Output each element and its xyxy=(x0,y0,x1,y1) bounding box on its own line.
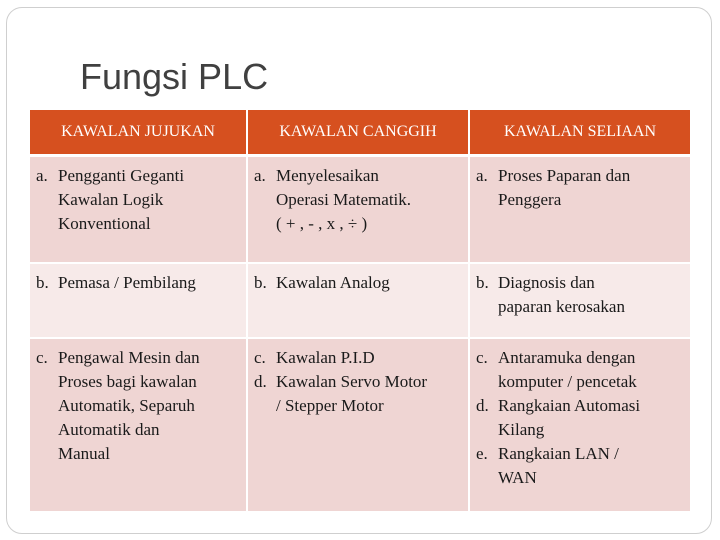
text-line: Proses bagi kawalan xyxy=(58,372,197,391)
text-line: Kilang xyxy=(498,420,545,439)
list-text xyxy=(498,394,684,442)
text-line: Antaramuka dengan xyxy=(498,348,636,367)
list-marker: a. xyxy=(476,166,488,185)
text-line: Diagnosis dan xyxy=(498,273,595,292)
plc-function-table xyxy=(30,110,690,513)
list-marker: a. xyxy=(254,166,266,185)
text-line: Penggera xyxy=(498,190,562,209)
list-marker: b. xyxy=(254,273,267,292)
table-row xyxy=(30,263,690,338)
text-line: Pengawal Mesin dan xyxy=(58,348,200,367)
text-line: komputer / pencetak xyxy=(498,372,637,391)
text-line: Automatik, Separuh xyxy=(58,396,195,415)
list-item xyxy=(476,394,684,442)
list-item xyxy=(36,346,240,466)
list-marker: e. xyxy=(476,444,488,463)
list-text xyxy=(58,346,240,466)
list-item xyxy=(254,370,462,418)
list-item xyxy=(254,346,462,370)
list-text xyxy=(498,164,684,212)
text-line: Operasi Matematik. xyxy=(276,190,412,209)
header-kawalan-seliaan: KAWALAN SELIAAN xyxy=(469,110,690,156)
text-line: Kawalan P.I.D xyxy=(276,348,375,367)
list-text xyxy=(498,271,684,319)
table-cell xyxy=(30,156,247,264)
text-line: Kawalan Servo Motor xyxy=(276,372,428,391)
list-marker: d. xyxy=(254,372,267,391)
list-marker: c. xyxy=(476,348,488,367)
text-line: Manual xyxy=(58,444,110,463)
table-cell xyxy=(247,263,469,338)
table-cell xyxy=(469,338,690,512)
text-line: Pemasa / Pembilang xyxy=(58,273,196,292)
list-item xyxy=(476,164,684,212)
header-kawalan-jujukan: KAWALAN JUJUKAN xyxy=(30,110,247,156)
table-row xyxy=(30,156,690,264)
text-line: Pengganti Geganti xyxy=(58,166,185,185)
table-cell xyxy=(469,263,690,338)
table-cell xyxy=(469,156,690,264)
list-item xyxy=(254,164,462,236)
list-text xyxy=(58,164,240,236)
list-text xyxy=(276,370,462,418)
list-item xyxy=(36,164,240,236)
text-line: Menyelesaikan xyxy=(276,166,379,185)
list-marker: d. xyxy=(476,396,489,415)
table-cell xyxy=(247,156,469,264)
list-item xyxy=(476,271,684,319)
list-marker: c. xyxy=(254,348,266,367)
list-marker: a. xyxy=(36,166,48,185)
table-cell xyxy=(247,338,469,512)
table-row xyxy=(30,338,690,512)
text-line: Kawalan Logik xyxy=(58,190,164,209)
text-line: Rangkaian Automasi xyxy=(498,396,641,415)
list-text xyxy=(276,346,462,370)
list-text xyxy=(276,271,462,295)
slide-title: Fungsi PLC xyxy=(80,56,269,97)
text-line: Proses Paparan dan xyxy=(498,166,631,185)
list-item xyxy=(476,442,684,490)
list-marker: b. xyxy=(476,273,489,292)
list-text xyxy=(58,271,240,295)
text-line: ( + , - , x , ÷ ) xyxy=(276,214,368,233)
text-line: WAN xyxy=(498,468,537,487)
list-text xyxy=(498,442,684,490)
text-line: Konventional xyxy=(58,214,151,233)
table-header-row xyxy=(30,110,690,156)
table-cell xyxy=(30,263,247,338)
text-line: Automatik dan xyxy=(58,420,160,439)
list-text xyxy=(498,346,684,394)
list-marker: b. xyxy=(36,273,49,292)
list-item xyxy=(476,346,684,394)
header-kawalan-canggih: KAWALAN CANGGIH xyxy=(247,110,469,156)
list-item xyxy=(254,271,462,295)
list-marker: c. xyxy=(36,348,48,367)
list-item xyxy=(36,271,240,295)
list-text xyxy=(276,164,462,236)
text-line: / Stepper Motor xyxy=(276,396,384,415)
table-cell xyxy=(30,338,247,512)
text-line: paparan kerosakan xyxy=(498,297,625,316)
text-line: Kawalan Analog xyxy=(276,273,390,292)
text-line: Rangkaian LAN / xyxy=(498,444,619,463)
